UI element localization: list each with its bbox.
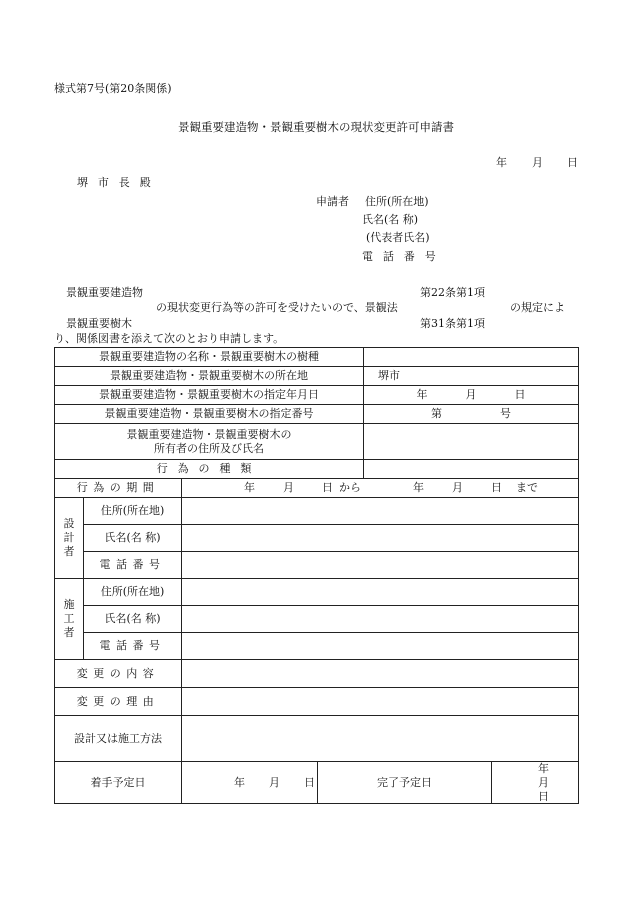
building-name-label: 景観重要建造物の名称・景観重要樹木の樹種: [55, 348, 364, 367]
designer-address-value[interactable]: [182, 498, 579, 525]
month-label: 月: [465, 388, 477, 402]
dai-label: 第: [431, 407, 442, 421]
builder-address-label: 住所(所在地): [84, 579, 182, 606]
applicant-label: 申請者: [316, 195, 349, 208]
date-month: 月: [532, 156, 543, 169]
change-reason-label: 変更の理由: [55, 688, 182, 716]
addressee: 堺市長殿: [77, 176, 161, 189]
owner-label: [55, 424, 364, 460]
end-month: 月: [538, 775, 549, 789]
designer-char-2: 計: [63, 531, 75, 545]
location-value[interactable]: 堺市: [364, 367, 579, 386]
period-year-1: 年: [244, 481, 255, 495]
applicant-phone: 電話番号: [362, 250, 446, 263]
period-label: 行為の期間: [55, 479, 182, 498]
table-row: [55, 688, 579, 716]
table-row: [55, 479, 579, 498]
end-day: 日: [538, 789, 549, 803]
change-content-value[interactable]: [182, 660, 579, 688]
table-row: [55, 606, 579, 633]
designation-number-value[interactable]: [364, 405, 579, 424]
designer-address-label: 住所(所在地): [84, 498, 182, 525]
table-row: [55, 386, 579, 405]
table-row: [55, 762, 579, 804]
builder-char-3: 者: [63, 625, 75, 639]
period-day-1: 日: [322, 481, 333, 495]
builder-name-value[interactable]: [182, 606, 579, 633]
table-row: [55, 460, 579, 479]
period-from: から: [339, 481, 361, 495]
applicant-name: 氏名(名 称): [362, 213, 419, 226]
builder-char-1: 施: [63, 598, 75, 612]
period-year-2: 年: [413, 481, 424, 495]
period-month-1: 月: [283, 481, 294, 495]
act-type-value[interactable]: [364, 460, 579, 479]
owner-label-line-1: 景観重要建造物・景観重要樹木の: [126, 427, 292, 441]
change-content-label: 変更の内容: [55, 660, 182, 688]
period-to: まで: [516, 481, 538, 495]
designer-char-1: 設: [63, 517, 75, 531]
location-label: 景観重要建造物・景観重要樹木の所在地: [55, 367, 364, 386]
method-label: 設計又は施工方法: [55, 716, 182, 762]
table-row: [55, 498, 579, 525]
builder-phone-label: 電話番号: [84, 633, 182, 660]
method-value[interactable]: [182, 716, 579, 762]
designer-phone-value[interactable]: [182, 552, 579, 579]
end-date-value[interactable]: [492, 762, 579, 804]
form-title: 景観重要建造物・景観重要樹木の現状変更許可申請書: [178, 120, 454, 134]
end-date-label: 完了予定日: [318, 762, 492, 804]
applicant-address: 住所(所在地): [365, 195, 429, 208]
statement-option-tree: 景観重要樹木: [66, 317, 132, 330]
builder-phone-value[interactable]: [182, 633, 579, 660]
table-row: [55, 579, 579, 606]
designer-label: [55, 498, 84, 579]
designer-name-value[interactable]: [182, 525, 579, 552]
designer-phone-label: 電話番号: [84, 552, 182, 579]
date-year: 年: [496, 156, 507, 169]
statement-article-22: 第22条第1項: [420, 286, 485, 299]
statement-option-building: 景観重要建造物: [66, 286, 143, 299]
table-row: [55, 716, 579, 762]
designer-name-label: 氏名(名 称): [84, 525, 182, 552]
start-date-value[interactable]: [182, 762, 318, 804]
designation-number-label: 景観重要建造物・景観重要樹木の指定番号: [55, 405, 364, 424]
go-label: 号: [500, 407, 511, 421]
period-value[interactable]: [182, 479, 579, 498]
owner-label-line-2: 所有者の住所及び氏名: [154, 441, 264, 455]
day-label: 日: [514, 388, 526, 402]
statement-article-31: 第31条第1項: [420, 317, 485, 330]
statement-line-2: り、関係図書を添えて次のとおり申請します。: [54, 332, 285, 345]
form-number: 様式第7号(第20条関係): [54, 82, 172, 95]
table-row: [55, 424, 579, 460]
period-day-2: 日: [491, 481, 502, 495]
owner-value[interactable]: [364, 424, 579, 460]
act-type-label: 行為の種類: [55, 460, 364, 479]
year-label: 年: [416, 388, 428, 402]
building-name-value[interactable]: [364, 348, 579, 367]
table-row: [55, 405, 579, 424]
change-reason-value[interactable]: [182, 688, 579, 716]
start-year: 年: [234, 775, 245, 789]
table-row: [55, 525, 579, 552]
start-date-label: 着手予定日: [55, 762, 182, 804]
table-row: [55, 367, 579, 386]
builder-label: [55, 579, 84, 660]
designer-char-3: 者: [63, 544, 75, 558]
table-row: [55, 633, 579, 660]
statement-middle: の現状変更行為等の許可を受けたいので、景観法: [156, 301, 398, 314]
end-year: 年: [538, 762, 549, 775]
builder-address-value[interactable]: [182, 579, 579, 606]
applicant-rep: (代表者氏名): [366, 231, 430, 244]
table-row: [55, 660, 579, 688]
start-month: 月: [269, 775, 280, 789]
table-row: [55, 348, 579, 367]
application-table: [54, 347, 579, 804]
period-month-2: 月: [452, 481, 463, 495]
designation-date-label: 景観重要建造物・景観重要樹木の指定年月日: [55, 386, 364, 405]
designation-date-value[interactable]: [364, 386, 579, 405]
builder-name-label: 氏名(名 称): [84, 606, 182, 633]
start-day: 日: [304, 775, 315, 789]
table-row: [55, 552, 579, 579]
date-day: 日: [567, 156, 578, 169]
statement-tail: の規定によ: [510, 301, 565, 314]
builder-char-2: 工: [63, 612, 75, 626]
